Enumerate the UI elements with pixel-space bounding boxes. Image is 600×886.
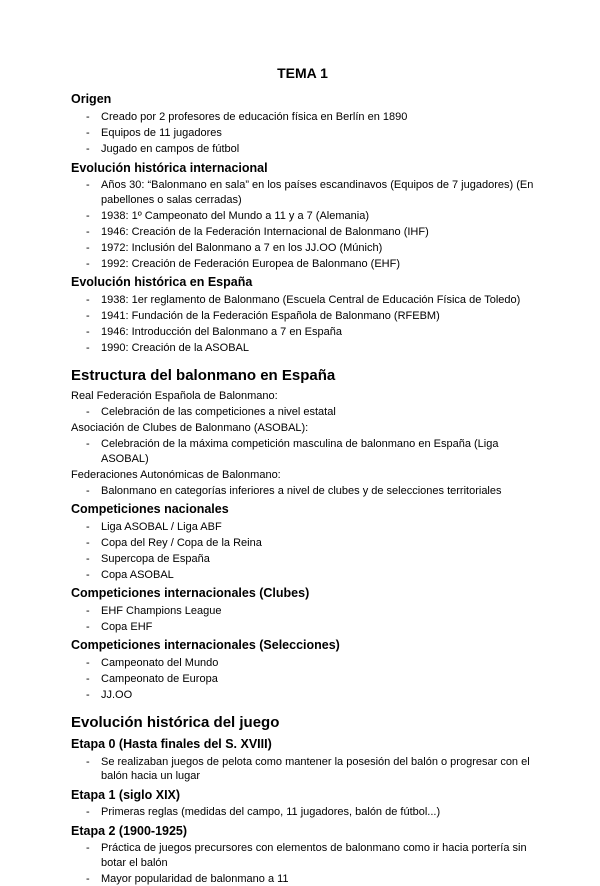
- section-heading: Evolución histórica internacional: [71, 160, 268, 175]
- section-heading-large: Evolución histórica del juego: [71, 714, 280, 732]
- list-item: [71, 484, 534, 499]
- bullet-text: Equipos de 11 jugadores: [101, 126, 222, 139]
- document-title: TEMA 1: [277, 65, 328, 81]
- section-heading: Competiciones internacionales (Selecciones): [71, 638, 340, 653]
- list-item: [71, 293, 534, 308]
- list-item: [71, 552, 534, 567]
- section-heading: Etapa 0 (Hasta finales del S. XVIII): [71, 737, 272, 752]
- bullet-dash: -: [86, 257, 90, 270]
- list-item: [71, 257, 534, 272]
- list-item: [71, 841, 534, 870]
- bullet-text: Copa del Rey / Copa de la Reina: [101, 536, 262, 549]
- bullet-dash: -: [86, 438, 90, 451]
- list-item: [71, 225, 534, 240]
- bullet-text: 1946: Introducción del Balonmano a 7 en España: [101, 325, 342, 338]
- bullet-text: 1938: 1er reglamento de Balonmano (Escuela Central de Educación Física de Toledo): [101, 293, 521, 306]
- bullet-dash: -: [86, 552, 90, 565]
- list-item: [71, 405, 534, 420]
- bullet-text: 1946: Creación de la Federación Internacional de Balonmano (IHF): [101, 225, 429, 238]
- paragraph: Federaciones Autonómicas de Balonmano:: [71, 468, 281, 481]
- section-heading: Etapa 2 (1900-1925): [71, 823, 188, 838]
- bullet-dash: -: [86, 806, 90, 819]
- bullet-dash: -: [86, 755, 90, 768]
- bullet-text: Campeonato del Mundo: [101, 656, 219, 669]
- bullet-dash: -: [86, 568, 90, 581]
- bullet-dash: -: [86, 225, 90, 238]
- bullet-dash: -: [86, 620, 90, 633]
- bullet-text: 1990: Creación de la ASOBAL: [101, 341, 249, 354]
- bullet-text: Jugado en campos de fútbol: [101, 143, 240, 155]
- list-item: [71, 325, 534, 340]
- bullet-text: 1972: Inclusión del Balonmano a 7 en los JJ.OO (Múnich): [101, 241, 383, 254]
- bullet-text: Primeras reglas (medidas del campo, 11 jugadores, balón de fútbol...): [101, 806, 441, 819]
- bullet-dash: -: [86, 842, 90, 855]
- bullet-text: Práctica de juegos precursores con elementos de balonmano como ir hacia portería sin botar el balón: [101, 842, 527, 869]
- bullet-text: JJ.OO: [101, 688, 133, 701]
- bullet-text: Supercopa de España: [101, 552, 210, 565]
- list-item: [71, 872, 534, 886]
- bullet-dash: -: [86, 325, 90, 338]
- bullet-text: Celebración de las competiciones a nivel estatal: [101, 405, 336, 418]
- bullet-text: Copa EHF: [101, 620, 153, 633]
- bullet-text: Celebración de la máxima competición masculina de balonmano en España (Liga ASOBAL): [101, 438, 499, 465]
- bullet-text: Años 30: “Balonmano en sala” en los países escandinavos (Equipos de 7 jugadores) (En pabellones o salas cerradas): [101, 179, 534, 206]
- bullet-text: 1992: Creación de Federación Europea de Balonmano (EHF): [101, 257, 401, 270]
- bullet-text: Se realizaban juegos de pelota como mantener la posesión del balón o progresar con el balón hacia un lugar: [101, 755, 530, 783]
- section-heading: Etapa 1 (siglo XIX): [71, 787, 181, 802]
- list-item: [71, 672, 534, 687]
- bullet-dash: -: [86, 604, 90, 617]
- bullet-text: Campeonato de Europa: [101, 672, 218, 685]
- bullet-dash: -: [86, 309, 90, 322]
- list-item: [71, 604, 534, 619]
- list-item: [71, 620, 534, 635]
- section-heading: Competiciones internacionales (Clubes): [71, 586, 310, 601]
- paragraph: Real Federación Española de Balonmano:: [71, 389, 278, 402]
- bullet-dash: -: [86, 341, 90, 354]
- paragraph: Asociación de Clubes de Balonmano (ASOBAL):: [71, 422, 309, 434]
- bullet-dash: -: [86, 672, 90, 685]
- list-item: [71, 126, 534, 141]
- bullet-dash: -: [86, 405, 90, 418]
- section-heading: Competiciones nacionales: [71, 502, 229, 517]
- bullet-dash: -: [86, 241, 90, 254]
- list-item: [71, 209, 534, 224]
- bullet-dash: -: [86, 520, 90, 533]
- list-item: [71, 688, 534, 703]
- bullet-dash: -: [86, 126, 90, 139]
- bullet-dash: -: [86, 484, 90, 497]
- bullet-dash: -: [86, 872, 90, 885]
- list-item: [71, 755, 534, 784]
- bullet-dash: -: [86, 293, 90, 306]
- bullet-text: 1938: 1º Campeonato del Mundo a 11 y a 7 (Alemania): [101, 209, 369, 222]
- bullet-text: 1941: Fundación de la Federación Española de Balonmano (RFEBM): [101, 309, 440, 322]
- list-item: [71, 241, 534, 256]
- bullet-dash: -: [86, 110, 90, 123]
- bullet-dash: -: [86, 209, 90, 222]
- bullet-text: Mayor popularidad de balonmano a 11: [101, 872, 289, 885]
- bullet-text: Copa ASOBAL: [101, 568, 174, 581]
- bullet-text: Liga ASOBAL / Liga ABF: [101, 520, 222, 533]
- document-body: [71, 91, 534, 886]
- list-item: [71, 520, 534, 535]
- bullet-dash: -: [86, 536, 90, 549]
- bullet-text: Balonmano en categorías inferiores a nivel de clubes y de selecciones territoriales: [101, 484, 502, 497]
- list-item: [71, 568, 534, 583]
- bullet-dash: -: [86, 656, 90, 669]
- bullet-dash: -: [86, 688, 90, 701]
- bullet-text: Creado por 2 profesores de educación física en Berlín en 1890: [101, 110, 408, 123]
- list-item: [71, 110, 534, 125]
- list-item: [71, 437, 534, 466]
- list-item: [71, 805, 534, 820]
- list-item: [71, 341, 534, 356]
- bullet-text: EHF Champions League: [101, 604, 222, 617]
- list-item: [71, 536, 534, 551]
- section-heading: Origen: [71, 92, 112, 107]
- section-heading: Evolución histórica en España: [71, 275, 253, 290]
- list-item: [71, 142, 534, 157]
- bullet-dash: -: [86, 179, 90, 192]
- list-item: [71, 656, 534, 671]
- list-item: [71, 178, 534, 207]
- section-heading-large: Estructura del balonmano en España: [71, 367, 336, 385]
- list-item: [71, 309, 534, 324]
- bullet-dash: -: [86, 143, 90, 155]
